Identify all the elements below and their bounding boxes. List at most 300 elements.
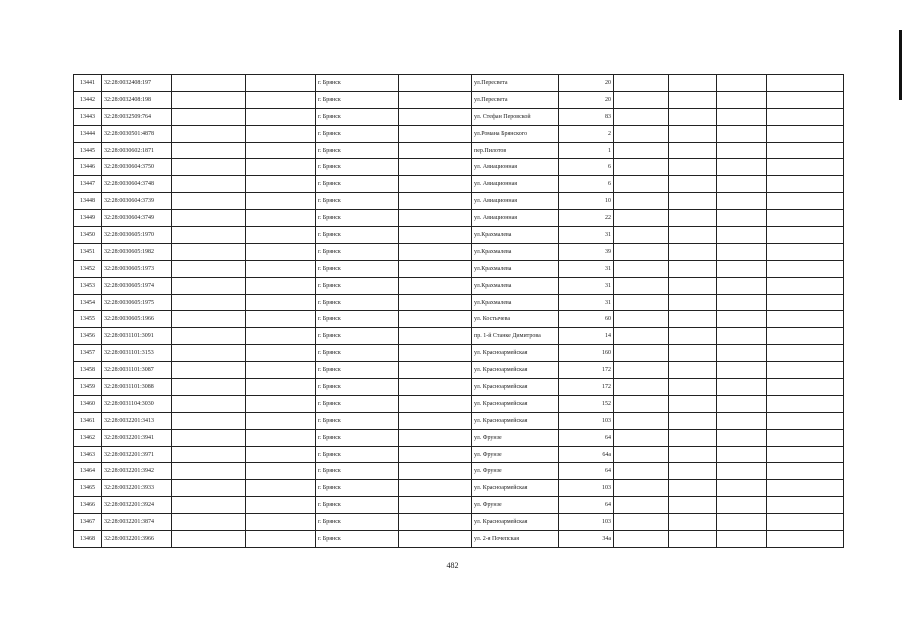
empty-cell: [172, 159, 246, 176]
row-number-cell: 13461: [74, 412, 102, 429]
empty-cell: [669, 91, 717, 108]
empty-cell: [172, 379, 246, 396]
city-cell: г. Брянск: [316, 210, 399, 227]
empty-cell: [614, 497, 669, 514]
empty-cell: [246, 395, 316, 412]
table-row: [74, 497, 844, 514]
empty-cell: [767, 345, 844, 362]
empty-cell: [399, 159, 472, 176]
empty-cell: [172, 227, 246, 244]
empty-cell: [246, 91, 316, 108]
house-number-cell: 1: [559, 142, 614, 159]
city-cell: г. Брянск: [316, 108, 399, 125]
house-number-cell: 10: [559, 193, 614, 210]
empty-cell: [246, 379, 316, 396]
empty-cell: [767, 277, 844, 294]
row-number-cell: 13441: [74, 75, 102, 92]
empty-cell: [246, 294, 316, 311]
scan-edge-mark: [899, 30, 902, 100]
street-cell: ул. 2-я Почепская: [472, 531, 559, 548]
street-cell: ул. Авиационная: [472, 193, 559, 210]
table-row: [74, 125, 844, 142]
table-row: [74, 311, 844, 328]
city-cell: г. Брянск: [316, 463, 399, 480]
empty-cell: [669, 531, 717, 548]
empty-cell: [767, 243, 844, 260]
empty-cell: [767, 395, 844, 412]
empty-cell: [614, 75, 669, 92]
house-number-cell: 34а: [559, 531, 614, 548]
empty-cell: [614, 243, 669, 260]
cadastral-number-cell: 32:28:0030604:3750: [102, 159, 172, 176]
empty-cell: [399, 227, 472, 244]
empty-cell: [172, 395, 246, 412]
empty-cell: [669, 395, 717, 412]
table-row: [74, 277, 844, 294]
empty-cell: [717, 412, 767, 429]
empty-cell: [717, 108, 767, 125]
empty-cell: [717, 227, 767, 244]
table-row: [74, 531, 844, 548]
empty-cell: [172, 446, 246, 463]
empty-cell: [767, 531, 844, 548]
empty-cell: [767, 108, 844, 125]
empty-cell: [717, 497, 767, 514]
city-cell: г. Брянск: [316, 260, 399, 277]
cadastral-number-cell: 32:28:0030605:1982: [102, 243, 172, 260]
empty-cell: [172, 463, 246, 480]
empty-cell: [669, 294, 717, 311]
cadastral-number-cell: 32:28:0030605:1970: [102, 227, 172, 244]
house-number-cell: 103: [559, 412, 614, 429]
house-number-cell: 31: [559, 227, 614, 244]
empty-cell: [767, 362, 844, 379]
row-number-cell: 13467: [74, 514, 102, 531]
empty-cell: [172, 311, 246, 328]
empty-cell: [717, 379, 767, 396]
empty-cell: [172, 75, 246, 92]
empty-cell: [614, 514, 669, 531]
empty-cell: [767, 142, 844, 159]
row-number-cell: 13458: [74, 362, 102, 379]
empty-cell: [172, 480, 246, 497]
street-cell: ул. Фрунзе: [472, 429, 559, 446]
empty-cell: [767, 463, 844, 480]
empty-cell: [246, 446, 316, 463]
empty-cell: [614, 480, 669, 497]
empty-cell: [172, 412, 246, 429]
empty-cell: [614, 210, 669, 227]
empty-cell: [669, 429, 717, 446]
street-cell: ул. Красноармейская: [472, 395, 559, 412]
empty-cell: [246, 463, 316, 480]
empty-cell: [669, 362, 717, 379]
empty-cell: [246, 497, 316, 514]
row-number-cell: 13446: [74, 159, 102, 176]
empty-cell: [172, 91, 246, 108]
street-cell: пр. 1-й Станке Димитрова: [472, 328, 559, 345]
empty-cell: [767, 210, 844, 227]
row-number-cell: 13453: [74, 277, 102, 294]
house-number-cell: 60: [559, 311, 614, 328]
empty-cell: [246, 429, 316, 446]
table-row: [74, 91, 844, 108]
empty-cell: [669, 412, 717, 429]
empty-cell: [767, 75, 844, 92]
empty-cell: [614, 328, 669, 345]
house-number-cell: 103: [559, 514, 614, 531]
house-number-cell: 2: [559, 125, 614, 142]
cadastral-number-cell: 32:28:0030602:1871: [102, 142, 172, 159]
empty-cell: [172, 176, 246, 193]
city-cell: г. Брянск: [316, 497, 399, 514]
empty-cell: [669, 227, 717, 244]
house-number-cell: 31: [559, 294, 614, 311]
house-number-cell: 103: [559, 480, 614, 497]
empty-cell: [399, 446, 472, 463]
empty-cell: [669, 243, 717, 260]
empty-cell: [172, 125, 246, 142]
empty-cell: [717, 395, 767, 412]
cadastral-number-cell: 32:28:0030604:3739: [102, 193, 172, 210]
empty-cell: [767, 176, 844, 193]
empty-cell: [767, 429, 844, 446]
city-cell: г. Брянск: [316, 429, 399, 446]
page-number: 482: [446, 561, 459, 570]
empty-cell: [669, 176, 717, 193]
empty-cell: [717, 480, 767, 497]
empty-cell: [172, 142, 246, 159]
empty-cell: [172, 531, 246, 548]
table-row: [74, 108, 844, 125]
empty-cell: [669, 446, 717, 463]
street-cell: ул. Авиационная: [472, 159, 559, 176]
cadastral-number-cell: 32:28:0031104:3030: [102, 395, 172, 412]
empty-cell: [767, 412, 844, 429]
empty-cell: [246, 210, 316, 227]
empty-cell: [399, 362, 472, 379]
empty-cell: [669, 311, 717, 328]
cadastral-number-cell: 32:28:0032201:3941: [102, 429, 172, 446]
street-cell: ул. Красноармейская: [472, 514, 559, 531]
table-row: [74, 463, 844, 480]
city-cell: г. Брянск: [316, 227, 399, 244]
cadastral-number-cell: 32:28:0030501:4878: [102, 125, 172, 142]
empty-cell: [614, 362, 669, 379]
street-cell: ул. Костычева: [472, 311, 559, 328]
row-number-cell: 13462: [74, 429, 102, 446]
cadastral-number-cell: 32:28:0031101:3088: [102, 379, 172, 396]
city-cell: г. Брянск: [316, 362, 399, 379]
table-row: [74, 514, 844, 531]
table-row: [74, 159, 844, 176]
row-number-cell: 13450: [74, 227, 102, 244]
empty-cell: [669, 497, 717, 514]
empty-cell: [399, 91, 472, 108]
empty-cell: [767, 91, 844, 108]
row-number-cell: 13447: [74, 176, 102, 193]
row-number-cell: 13463: [74, 446, 102, 463]
street-cell: ул. Стефан Перовской: [472, 108, 559, 125]
empty-cell: [669, 193, 717, 210]
house-number-cell: 172: [559, 362, 614, 379]
row-number-cell: 13465: [74, 480, 102, 497]
empty-cell: [717, 75, 767, 92]
empty-cell: [614, 159, 669, 176]
empty-cell: [399, 125, 472, 142]
street-cell: ул. Авиационная: [472, 210, 559, 227]
row-number-cell: 13454: [74, 294, 102, 311]
empty-cell: [767, 159, 844, 176]
empty-cell: [614, 463, 669, 480]
empty-cell: [614, 227, 669, 244]
empty-cell: [246, 362, 316, 379]
table-row: [74, 75, 844, 92]
city-cell: г. Брянск: [316, 277, 399, 294]
city-cell: г. Брянск: [316, 446, 399, 463]
empty-cell: [614, 395, 669, 412]
empty-cell: [669, 260, 717, 277]
street-cell: ул.Пересвета: [472, 91, 559, 108]
empty-cell: [717, 446, 767, 463]
empty-cell: [717, 463, 767, 480]
table-row: [74, 379, 844, 396]
street-cell: ул. Красноармейская: [472, 480, 559, 497]
street-cell: ул.Пересвета: [472, 75, 559, 92]
empty-cell: [246, 531, 316, 548]
street-cell: ул. Красноармейская: [472, 412, 559, 429]
empty-cell: [767, 227, 844, 244]
cadastral-number-cell: 32:28:0032201:3874: [102, 514, 172, 531]
city-cell: г. Брянск: [316, 480, 399, 497]
empty-cell: [767, 260, 844, 277]
table-row: [74, 227, 844, 244]
table-row: [74, 294, 844, 311]
empty-cell: [717, 125, 767, 142]
empty-cell: [717, 260, 767, 277]
empty-cell: [717, 514, 767, 531]
empty-cell: [246, 311, 316, 328]
empty-cell: [399, 412, 472, 429]
table-row: [74, 345, 844, 362]
city-cell: г. Брянск: [316, 142, 399, 159]
cadastral-number-cell: 32:28:0032408:198: [102, 91, 172, 108]
empty-cell: [767, 480, 844, 497]
empty-cell: [717, 362, 767, 379]
empty-cell: [717, 91, 767, 108]
house-number-cell: 83: [559, 108, 614, 125]
house-number-cell: 14: [559, 328, 614, 345]
street-cell: ул. Красноармейская: [472, 345, 559, 362]
row-number-cell: 13456: [74, 328, 102, 345]
street-cell: ул.Крахмалева: [472, 227, 559, 244]
street-cell: ул.Крахмалева: [472, 277, 559, 294]
empty-cell: [717, 294, 767, 311]
street-cell: ул. Авиационная: [472, 176, 559, 193]
street-cell: ул. Фрунзе: [472, 497, 559, 514]
house-number-cell: 6: [559, 159, 614, 176]
house-number-cell: 39: [559, 243, 614, 260]
empty-cell: [246, 142, 316, 159]
empty-cell: [399, 514, 472, 531]
row-number-cell: 13460: [74, 395, 102, 412]
empty-cell: [717, 345, 767, 362]
cadastral-number-cell: 32:28:0030605:1973: [102, 260, 172, 277]
house-number-cell: 64: [559, 463, 614, 480]
empty-cell: [246, 412, 316, 429]
empty-cell: [717, 243, 767, 260]
house-number-cell: 160: [559, 345, 614, 362]
cadastral-number-cell: 32:28:0030605:1966: [102, 311, 172, 328]
table-row: [74, 243, 844, 260]
empty-cell: [246, 277, 316, 294]
empty-cell: [172, 514, 246, 531]
row-number-cell: 13464: [74, 463, 102, 480]
empty-cell: [614, 446, 669, 463]
empty-cell: [172, 243, 246, 260]
house-number-cell: 64: [559, 429, 614, 446]
table-row: [74, 412, 844, 429]
empty-cell: [246, 193, 316, 210]
cadastral-number-cell: 32:28:0030604:3748: [102, 176, 172, 193]
empty-cell: [669, 328, 717, 345]
city-cell: г. Брянск: [316, 91, 399, 108]
empty-cell: [614, 345, 669, 362]
cadastral-number-cell: 32:28:0032201:3966: [102, 531, 172, 548]
row-number-cell: 13445: [74, 142, 102, 159]
street-cell: пер.Пилотов: [472, 142, 559, 159]
cadastral-number-cell: 32:28:0032201:3924: [102, 497, 172, 514]
empty-cell: [172, 294, 246, 311]
empty-cell: [614, 91, 669, 108]
cadastral-number-cell: 32:28:0031101:3153: [102, 345, 172, 362]
row-number-cell: 13442: [74, 91, 102, 108]
city-cell: г. Брянск: [316, 395, 399, 412]
empty-cell: [669, 277, 717, 294]
empty-cell: [669, 379, 717, 396]
empty-cell: [399, 75, 472, 92]
cadastral-number-cell: 32:28:0032201:3942: [102, 463, 172, 480]
empty-cell: [399, 379, 472, 396]
empty-cell: [246, 227, 316, 244]
city-cell: г. Брянск: [316, 125, 399, 142]
empty-cell: [767, 125, 844, 142]
empty-cell: [399, 243, 472, 260]
street-cell: ул.Крахмалева: [472, 260, 559, 277]
table-row: [74, 328, 844, 345]
empty-cell: [172, 362, 246, 379]
cadastral-number-cell: 32:28:0032201:3413: [102, 412, 172, 429]
city-cell: г. Брянск: [316, 193, 399, 210]
empty-cell: [399, 176, 472, 193]
house-number-cell: 20: [559, 75, 614, 92]
empty-cell: [172, 193, 246, 210]
street-cell: ул. Красноармейская: [472, 362, 559, 379]
street-cell: ул. Фрунзе: [472, 446, 559, 463]
house-number-cell: 64а: [559, 446, 614, 463]
empty-cell: [717, 193, 767, 210]
city-cell: г. Брянск: [316, 412, 399, 429]
empty-cell: [767, 311, 844, 328]
empty-cell: [246, 176, 316, 193]
empty-cell: [669, 159, 717, 176]
empty-cell: [399, 328, 472, 345]
empty-cell: [717, 142, 767, 159]
empty-cell: [614, 412, 669, 429]
empty-cell: [717, 210, 767, 227]
house-number-cell: 172: [559, 379, 614, 396]
empty-cell: [614, 531, 669, 548]
row-number-cell: 13449: [74, 210, 102, 227]
empty-cell: [246, 108, 316, 125]
cadastral-number-cell: 32:28:0031101:3087: [102, 362, 172, 379]
empty-cell: [399, 531, 472, 548]
table-row: [74, 480, 844, 497]
table-row: [74, 395, 844, 412]
empty-cell: [399, 260, 472, 277]
empty-cell: [614, 108, 669, 125]
house-number-cell: 20: [559, 91, 614, 108]
empty-cell: [246, 328, 316, 345]
empty-cell: [767, 379, 844, 396]
city-cell: г. Брянск: [316, 345, 399, 362]
row-number-cell: 13466: [74, 497, 102, 514]
house-number-cell: 152: [559, 395, 614, 412]
house-number-cell: 6: [559, 176, 614, 193]
empty-cell: [767, 193, 844, 210]
city-cell: г. Брянск: [316, 75, 399, 92]
house-number-cell: 64: [559, 497, 614, 514]
empty-cell: [246, 159, 316, 176]
empty-cell: [172, 497, 246, 514]
cadastral-number-cell: 32:28:0032408:197: [102, 75, 172, 92]
empty-cell: [399, 311, 472, 328]
city-cell: г. Брянск: [316, 243, 399, 260]
row-number-cell: 13455: [74, 311, 102, 328]
table-row: [74, 260, 844, 277]
city-cell: г. Брянск: [316, 379, 399, 396]
empty-cell: [614, 429, 669, 446]
empty-cell: [614, 176, 669, 193]
row-number-cell: 13451: [74, 243, 102, 260]
empty-cell: [246, 514, 316, 531]
cadastral-number-cell: 32:28:0030605:1975: [102, 294, 172, 311]
empty-cell: [717, 328, 767, 345]
empty-cell: [717, 176, 767, 193]
empty-cell: [614, 311, 669, 328]
street-cell: ул.Крахмалева: [472, 294, 559, 311]
street-cell: ул.Крахмалева: [472, 243, 559, 260]
empty-cell: [717, 159, 767, 176]
table-row: [74, 176, 844, 193]
empty-cell: [246, 125, 316, 142]
empty-cell: [767, 446, 844, 463]
empty-cell: [669, 75, 717, 92]
empty-cell: [399, 429, 472, 446]
cadastral-number-cell: 32:28:0032201:3933: [102, 480, 172, 497]
empty-cell: [172, 277, 246, 294]
empty-cell: [246, 480, 316, 497]
empty-cell: [172, 260, 246, 277]
house-number-cell: 31: [559, 277, 614, 294]
empty-cell: [669, 125, 717, 142]
empty-cell: [614, 142, 669, 159]
street-cell: ул. Фрунзе: [472, 463, 559, 480]
empty-cell: [399, 108, 472, 125]
empty-cell: [172, 345, 246, 362]
empty-cell: [246, 75, 316, 92]
empty-cell: [399, 294, 472, 311]
